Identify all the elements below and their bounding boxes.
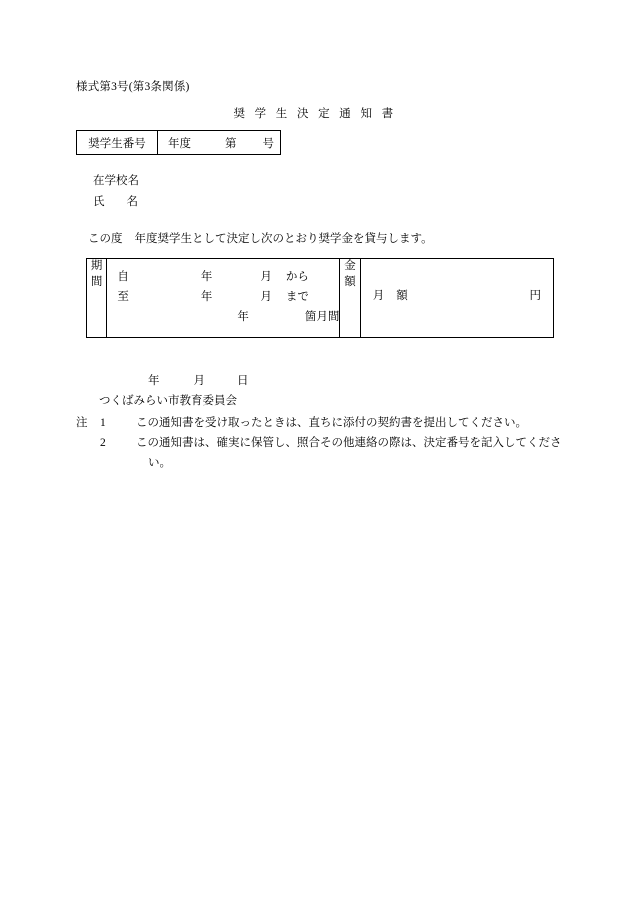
note-text-main: この通知書は、確実に保管し、照合その他連絡の際は、決定番号を記入してくださ — [136, 437, 562, 450]
monthly-amount-label-b: 額 — [396, 290, 408, 302]
notes-label: 注 — [76, 417, 88, 429]
period-header-char-2: 間 — [90, 275, 103, 288]
lead-text-a: この度 — [88, 233, 123, 245]
date-year: 年 — [148, 375, 160, 387]
period-from-year: 年 — [200, 271, 213, 283]
period-from-suffix: から — [285, 271, 309, 283]
lead-text-b: 年度奨学生として決定し次のとおり奨学金を貸与します。 — [134, 233, 433, 245]
form-number: 様式第3号(第3条関係) — [76, 81, 190, 93]
amount-unit: 円 — [529, 290, 541, 302]
table-row — [87, 259, 554, 338]
note-text-continuation: い。 — [148, 457, 171, 470]
page-title — [0, 105, 630, 121]
notes-section — [76, 413, 566, 473]
amount-header-char-2: 額 — [344, 275, 356, 288]
scholarship-number-value — [158, 131, 281, 155]
table-row — [77, 131, 281, 155]
date-month: 月 — [193, 375, 205, 387]
period-to-year: 年 — [200, 291, 213, 303]
person-name-label — [93, 193, 138, 209]
period-to-row — [117, 287, 339, 307]
lead-paragraph — [88, 230, 433, 246]
period-content-cell — [107, 259, 340, 338]
note-item — [76, 433, 566, 473]
number-prefix: 第 — [225, 137, 237, 150]
person-name-label-b: 名 — [126, 196, 138, 208]
scholarship-number-label: 奨学生番号 — [77, 131, 158, 155]
school-name-label: 在学校名 — [93, 175, 139, 187]
amount-header-cell — [340, 259, 360, 338]
note-number: 2 — [100, 437, 106, 450]
period-header-cell — [87, 259, 107, 338]
scholarship-number-table — [76, 130, 281, 155]
note-text: この通知書を受け取ったときは、直ちに添付の契約書を提出してください。 — [136, 417, 527, 429]
period-header-char-1: 期 — [90, 260, 103, 272]
note-number: 1 — [100, 417, 106, 429]
page-title-text: 奨 学 生 決 定 通 知 書 — [233, 108, 397, 120]
duration-year: 年 — [237, 311, 249, 323]
monthly-amount-label-a: 月 — [372, 290, 385, 302]
amount-header-char-1: 金 — [344, 260, 356, 272]
person-name-label-a: 氏 — [93, 196, 105, 208]
period-from-label: 自 — [117, 271, 129, 283]
monthly-amount-label — [373, 287, 408, 303]
period-to-suffix: まで — [285, 291, 309, 303]
issuer-name: つくばみらい市教育委員会 — [99, 395, 237, 407]
period-amount-table — [86, 258, 554, 338]
date-day: 日 — [237, 375, 249, 387]
period-to-label: 至 — [117, 291, 129, 303]
number-suffix: 号 — [262, 137, 274, 150]
date-line — [148, 372, 249, 388]
period-to-month: 月 — [260, 291, 272, 303]
period-from-month: 月 — [260, 271, 272, 283]
duration-months: 箇月間 — [304, 311, 340, 323]
note-item — [76, 413, 566, 433]
year-label: 年度 — [168, 137, 191, 150]
period-duration-row — [117, 307, 339, 327]
period-from-row — [117, 267, 339, 287]
note-text — [136, 433, 566, 473]
amount-content-cell — [360, 259, 553, 338]
